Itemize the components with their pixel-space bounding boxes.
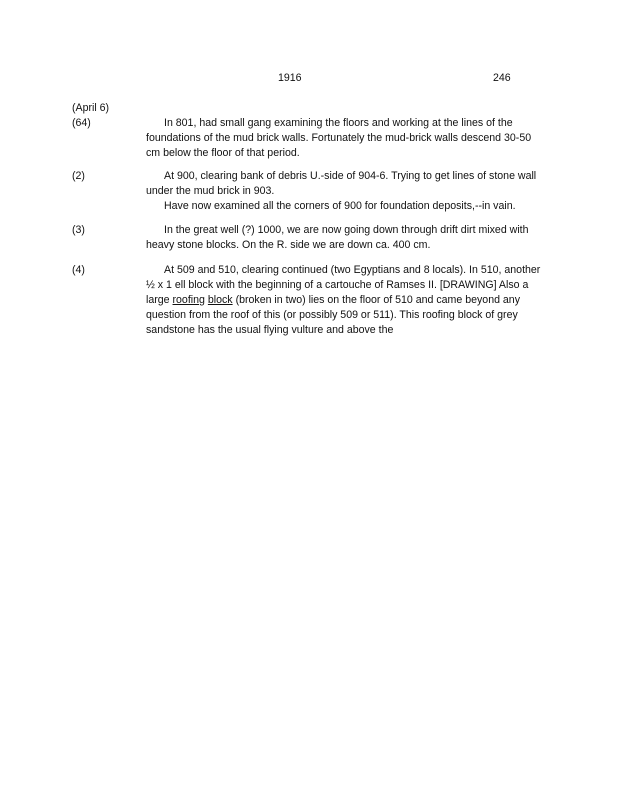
header-year: 1916: [278, 72, 302, 84]
entry-paragraph: In the great well (?) 1000, we are now going down through drift dirt mixed with heavy stone blocks. On the R. side we are down ca. 400 cm.: [146, 224, 529, 251]
entry-paragraph: In 801, had small gang examining the floors and working at the lines of the foundations of the mud brick walls. Fortunately the mud-brick walls descend 30-50 cm below the floor of that period.: [146, 117, 532, 159]
entry-body: [146, 223, 542, 253]
entry-body: [146, 116, 542, 161]
entry-number: (4): [72, 264, 85, 276]
underlined-word: block: [207, 294, 233, 306]
entry-body: [146, 263, 542, 338]
entry-number: (64): [72, 117, 91, 129]
entry-body: [146, 169, 542, 214]
entry-text: (broken in two) lies on the floor of 510 and came beyond any question from the roof of this (or possibly 509 or 511). This roofing block of grey sandstone has the usual flying vulture and above the: [146, 294, 521, 336]
underlined-word: roofing: [172, 294, 205, 306]
entry-text: At 509 and 510, clearing continued (two Egyptians and 8 locals). In 510, another ½ x 1 ell block with the beginning of a cartouche of Ramses II. [DRAWING] Also a large: [146, 264, 541, 306]
entry-number: (2): [72, 170, 85, 182]
page-number: 246: [493, 72, 511, 84]
entry-paragraph: [146, 263, 542, 338]
entry-paragraph: At 900, clearing bank of debris U.-side of 904-6. Trying to get lines of stone wall under the mud brick in 903.: [146, 170, 537, 197]
entry-number: (3): [72, 224, 85, 236]
entry-paragraph: Have now examined all the corners of 900 for foundation deposits,--in vain.: [164, 200, 516, 212]
date-note: (April 6): [72, 102, 110, 114]
